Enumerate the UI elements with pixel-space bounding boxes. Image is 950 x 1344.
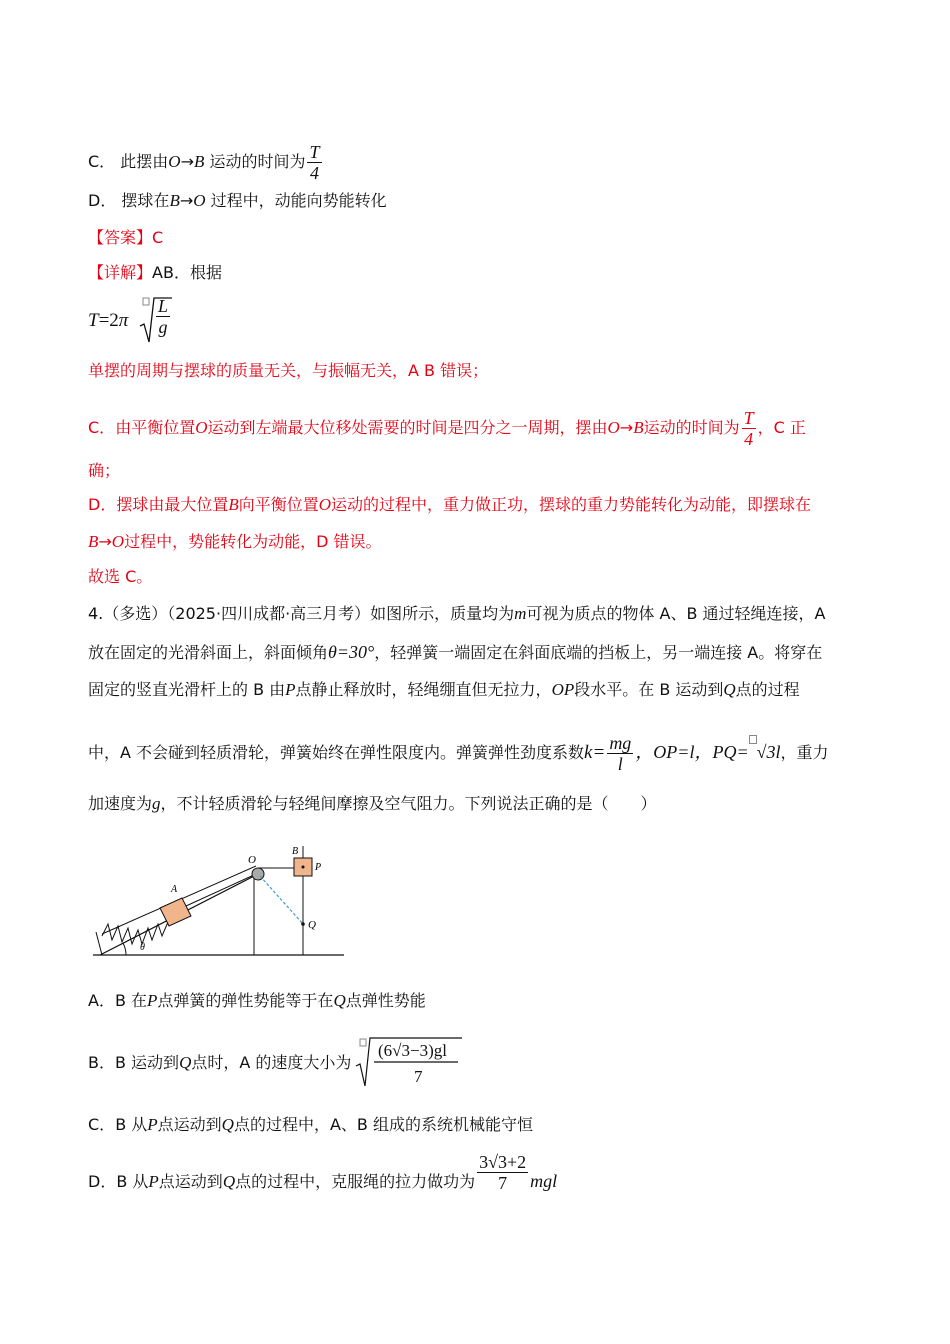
label-p: P	[315, 862, 322, 873]
fraction-t-over-4: $\frac{T}{4}$	[309, 142, 320, 183]
label-q: Q	[308, 919, 316, 931]
q4-line2: 放在固定的光滑斜面上，斜面倾角θ=30°，轻弹簧一端固定在斜面底端的挡板上，另一端连接 A。将穿在	[88, 642, 823, 662]
q4-line5: 加速度为g，不计轻质滑轮与轻绳间摩擦及空气阻力。下列说法正确的是（ ）	[88, 794, 657, 813]
explanation-d: D．摆球由最大位置B向平衡位置O运动的过程中，重力做正功，摆球的重力势能转化为动能，即摆球在	[88, 495, 812, 514]
fraction-work: $\frac{3√3+2}{7}$	[479, 1152, 527, 1193]
option-b[interactable]: B．B 运动到Q点时，A 的速度大小为 (6√3−3)gl 7	[88, 1036, 351, 1090]
detail-line: 【详解】AB．根据	[88, 263, 222, 282]
incline-figure	[88, 836, 358, 961]
q4-line4: 中，A 不会碰到轻质滑轮，弹簧始终在弹性限度内。弹簧弹性劲度系数k= $\frac{mg}{l}$ ，OP=l，PQ= √3l，重力	[88, 733, 829, 774]
fraction-t-over-4-explain: $\frac{T}{4}$	[743, 408, 754, 449]
explanation-ab: 单摆的周期与摆球的质量无关，与振幅无关，A B 错误；	[88, 361, 489, 380]
label-o: O	[248, 854, 256, 866]
q4-line1: 4.（多选）（2025·四川成都·高三月考）如图所示，质量均为m可视为质点的物体 A、B 通过轻绳连接，A	[88, 604, 826, 623]
q4-line3: 固定的竖直光滑杆上的 B 由P点静止释放时，轻绳绷直但无拉力，OP段水平。在 B 运动到Q点的过程	[88, 680, 800, 699]
option-d[interactable]: D．B 从P点运动到Q点的过程中，克服绳的拉力做功为 $\frac{3√3+2}{7}$ mgl	[88, 1152, 558, 1193]
option-c[interactable]: C．B 从P点运动到Q点的过程中，A、B 组成的系统机械能守恒	[88, 1115, 533, 1134]
answer-line: 【答案】C	[88, 228, 164, 247]
fraction-l-over-g: $\frac{L}{g}$	[158, 296, 169, 337]
placeholder-box	[749, 735, 757, 744]
option-a[interactable]: A．B 在P点弹簧的弹性势能等于在Q点弹性势能	[88, 991, 426, 1010]
explanation-d-cont: B→O过程中，势能转化为动能，D 错误。	[88, 532, 382, 551]
conclusion: 故选 C。	[88, 567, 153, 586]
explanation-c: C．由平衡位置O运动到左端最大位移处需要的时间是四分之一周期，摆由O→B运动的时间为 $\frac{T}{4}$ ，C 正	[88, 408, 806, 449]
label-theta: θ	[140, 942, 145, 953]
fraction-mg-over-l: $\frac{mg}{l}$	[609, 733, 632, 774]
prev-option-c: C． 此摆由O→B 运动的时间为 $\frac{T}{4}$	[88, 142, 320, 183]
label-b: B	[292, 846, 299, 857]
period-formula: T=2π $\frac{L}{g}$	[88, 296, 128, 346]
label-a: A	[171, 884, 178, 895]
prev-option-d: D． 摆球在B→O 过程中，动能向势能转化	[88, 191, 387, 210]
pulley-icon	[252, 868, 264, 880]
explanation-c-cont: 确；	[88, 461, 121, 480]
